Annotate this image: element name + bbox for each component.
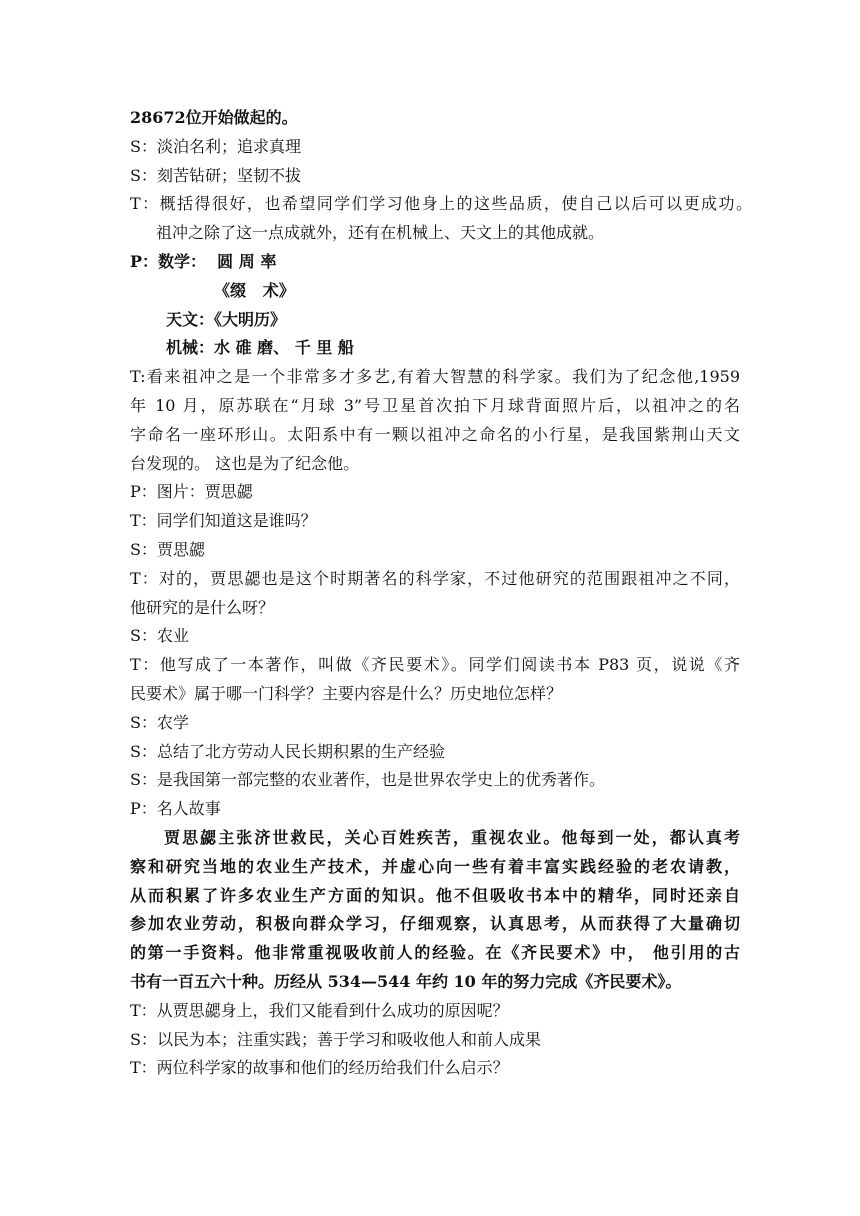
text-line-13: 台发现的。 这也是为了纪念他。 (130, 453, 360, 473)
text-line-10: T:看来祖冲之是一个非常多才多艺,有着大智慧的科学家。我们为了纪念他,1959 (130, 367, 740, 387)
text-line-15: T：同学们知道这是谁吗？ (130, 511, 317, 531)
text-line-11: 年 10 月，原苏联在“月球 3”号卫星首次拍下月球背面照片后，以祖冲之的名 (130, 395, 740, 415)
text-line-20: T：他写成了一本著作，叫做《齐民要术》。同学们阅读书本 P83 页，说说《齐 (130, 655, 740, 675)
story-line-3: 从而积累了许多农业生产方面的知识。他不但吸收书本中的精华，同时还亲自 (130, 885, 740, 905)
text-line-21: 民要术》属于哪一门科学？主要内容是什么？历史地位怎样？ (130, 683, 563, 703)
story-line-2: 察和研究当地的农业生产技术，并虚心向一些有着丰富实践经验的老农请教， (130, 856, 740, 876)
text-line-19: S：农业 (130, 626, 189, 646)
text-line-4: T：概括得很好，也希望同学们学习他身上的这些品质，使自己以后可以更成功。 (130, 194, 752, 214)
text-line-34: T：两位科学家的故事和他们的经历给我们什么启示？ (130, 1058, 509, 1078)
text-line-9: 机械：水 碓 磨、 千 里 船 (166, 338, 354, 358)
text-line-25: P：名人故事 (130, 799, 221, 819)
text-line-7: 《缀 术》 (214, 280, 295, 300)
text-line-18: 他研究的是什么呀？ (130, 597, 275, 617)
text-line-32: T：从贾思勰身上，我们又能看到什么成功的原因呢？ (130, 1000, 509, 1020)
text-line-5: 祖冲之除了这一点成就外，还有在机械上、天文上的其他成就。 (156, 223, 605, 243)
story-line-6: 书有一百五六十种。历经从 534—544 年约 10 年的努力完成《齐民要术》。 (130, 971, 682, 991)
text-line-24: S：是我国第一部完整的农业著作，也是世界农学史上的优秀著作。 (130, 770, 605, 790)
text-line-1: 28672位开始做起的。 (130, 108, 298, 127)
text-line-6: P：数学： 圆 周 率 (130, 251, 277, 271)
story-line-4: 参加农业劳动，积极向群众学习，仔细观察，认真思考，从而获得了大量确切 (130, 914, 740, 934)
text-line-23: S：总结了北方劳动人民长期积累的生产经验 (130, 741, 445, 761)
text-line-12: 字命名一座环形山。太阳系中有一颗以祖冲之命名的小行星，是我国紫荆山天文 (130, 424, 740, 444)
text-line-2: S：淡泊名利；追求真理 (130, 136, 301, 156)
text-line-33: S：以民为本；注重实践；善于学习和吸收他人和前人成果 (130, 1029, 541, 1049)
document-page (130, 104, 752, 1083)
text-line-17: T：对的，贾思勰也是这个时期著名的科学家，不过他研究的范围跟祖冲之不同， (130, 568, 740, 588)
text-line-3: S：刻苦钻研；坚韧不拔 (130, 165, 301, 185)
text-line-16: S：贾思勰 (130, 539, 205, 559)
story-line-1: 贾思勰主张济世救民，关心百姓疾苦，重视农业。他每到一处，都认真考 (164, 827, 740, 847)
story-line-5: 的第一手资料。他非常重视吸收前人的经验。在《齐民要术》中， 他引用的古 (130, 943, 740, 963)
text-line-14: P：图片：贾思勰 (130, 482, 253, 502)
text-line-22: S：农学 (130, 712, 189, 732)
text-line-8: 天文：《大明历》 (166, 309, 287, 329)
